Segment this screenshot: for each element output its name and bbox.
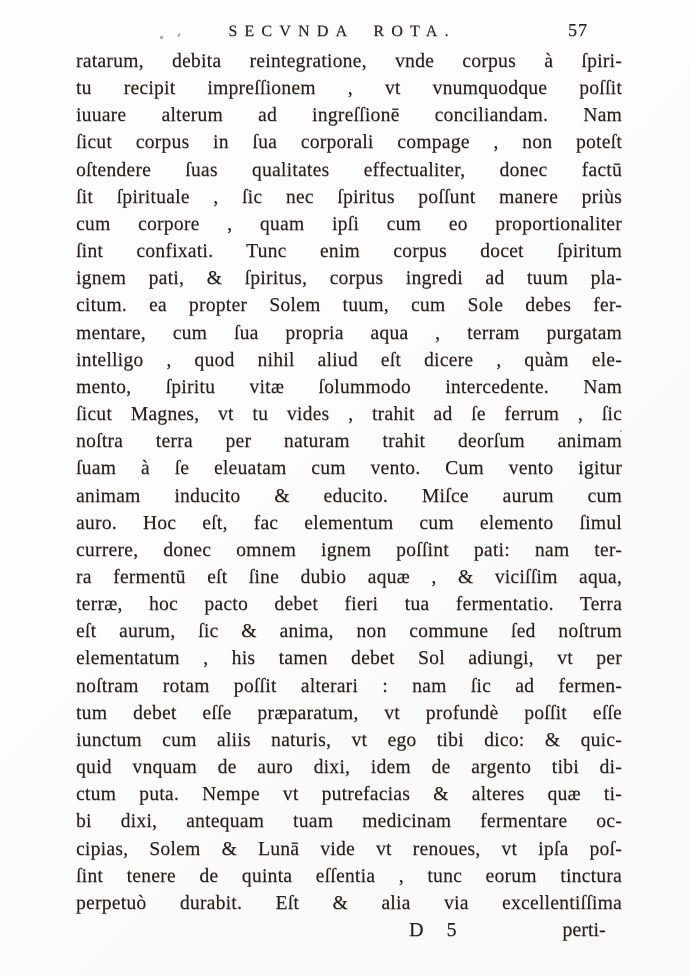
text-line: perpetuò durabit. Eſt & alia via excellentiſſima [76,892,622,914]
text-line: iuuare alterum ad ingreſſionē conciliandam. Nam [76,105,622,127]
text-line: iunctum cum aliis naturis, vt ego tibi dico: & quic- [76,729,622,751]
signature-mark: D 5 [409,919,466,941]
text-line: tum debet eſſe præparatum, vt profundè poſſit eſſe [76,702,622,724]
text-line: ſicut corpus in ſua corporali compage , non poteſt [76,132,622,154]
text-line: currere, donec omnem ignem poſſint pati: nam ter- [76,539,622,561]
text-line: ratarum, debita reintegratione, vnde corpus à ſpiri- [76,51,622,72]
page-header [76,20,622,41]
text-line: quid vnquam de auro dixi, idem de argento tibi di- [76,757,622,779]
text-line: cum corpore , quam ipſi cum eo proportionaliter [76,213,622,235]
text-line: ſit ſpirituale , ſic nec ſpiritus poſſunt manere priùs [76,186,622,208]
text-line: ra fermentū eſt ſine dubio aquæ , & viciſſim aqua, [76,566,622,588]
text-block [76,20,622,949]
text-line: auro. Hoc eſt, fac elementum cum elemento ſimul [76,512,622,534]
text-line: ſint confixati. Tunc enim corpus docet ſpiritum [76,241,622,263]
text-line: ſint tenere de quinta eſſentia , tunc eorum tinctura [76,865,622,887]
text-line: noſtra terra per naturam trahit deorſum animam [76,431,622,453]
text-line: mentare, cum ſua propria aqua , terram purgatam [76,322,622,344]
running-title: SECVNDA ROTA. [228,23,456,40]
text-line: tu recipit impreſſionem , vt vnumquodque poſſit [76,78,622,100]
text-line: eſt aurum, ſic & anima, non commune ſed noſtrum [76,621,622,643]
catchword: perti- [562,919,606,941]
text-line: ignem pati, & ſpiritus, corpus ingredi ad tuum pla- [76,268,622,290]
text-line: oſtendere ſuas qualitates effectualiter, donec factū [76,159,622,181]
text-line: citum. ea propter Solem tuum, cum Sole debes fer- [76,295,622,317]
text-line: ſicut Magnes, vt tu vides , trahit ad ſe ferrum , ſic [76,404,622,426]
body-text [76,48,622,917]
text-line: intelligo , quod nihil aliud eſt dicere , quàm ele- [76,349,622,371]
text-line: noſtram rotam poſſit alterari : nam ſic ad fermen- [76,675,622,697]
text-line: elementatum , his tamen debet Sol adiungi, vt per [76,648,622,670]
page-number: 57 [568,20,588,40]
text-line: animam inducito & educito. Miſce aurum cum [76,485,622,507]
text-line: ſuam à ſe eleuatam cum vento. Cum vento igitur [76,458,622,480]
text-line: cipias, Solem & Lunā vide vt renoues, vt ipſa poſ- [76,838,622,860]
text-line: ctum puta. Nempe vt putrefacias & alteres quæ ti- [76,784,622,806]
text-line: mento, ſpiritu vitæ ſolummodo intercedente. Nam [76,376,622,398]
page-footer [76,917,622,949]
text-line: bi dixi, antequam tuam medicinam fermentare oc- [76,811,622,833]
text-line: terræ, hoc pacto debet fieri tua fermentatio. Terra [76,594,622,616]
